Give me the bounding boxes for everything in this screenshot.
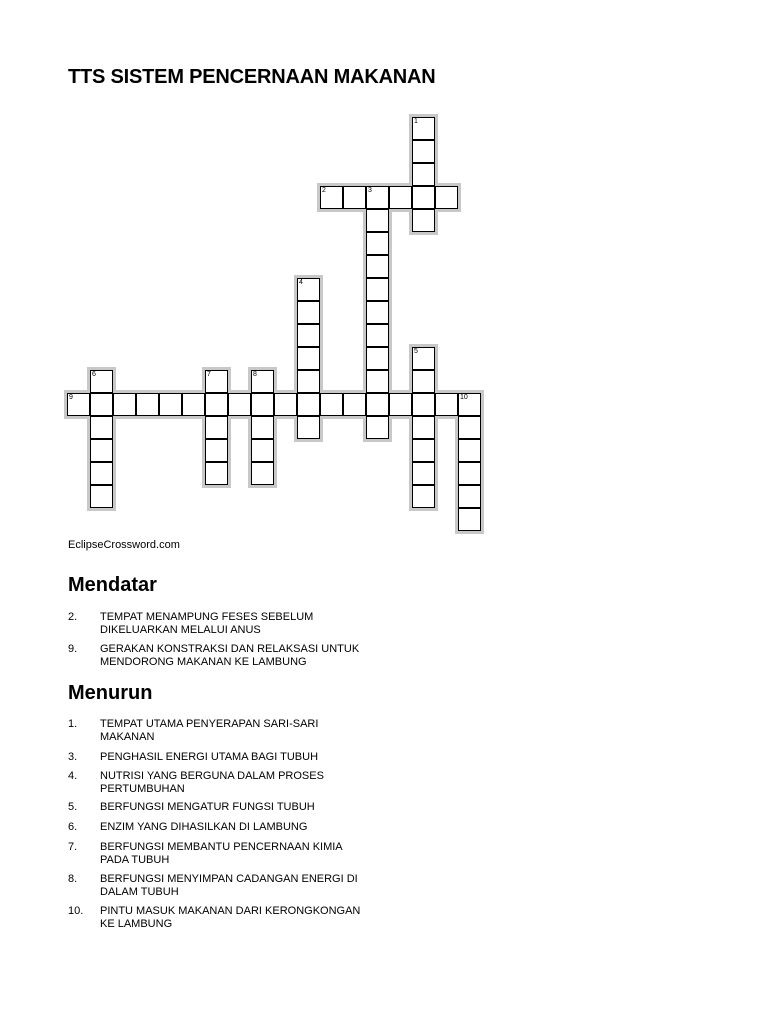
grid-cell[interactable] bbox=[412, 186, 435, 209]
cell-number: 10 bbox=[460, 394, 468, 401]
grid-cell[interactable] bbox=[366, 278, 389, 301]
across-heading: Mendatar bbox=[68, 574, 157, 596]
grid-cell[interactable] bbox=[458, 416, 481, 439]
clue-number: 7. bbox=[68, 841, 78, 853]
grid-cell[interactable] bbox=[90, 416, 113, 439]
cell-number: 2 bbox=[322, 187, 326, 194]
grid-cell[interactable] bbox=[90, 485, 113, 508]
grid-cell[interactable] bbox=[458, 393, 481, 416]
grid-cell[interactable] bbox=[274, 393, 297, 416]
grid-cell[interactable] bbox=[320, 393, 343, 416]
grid-cell[interactable] bbox=[366, 347, 389, 370]
grid-cell[interactable] bbox=[412, 485, 435, 508]
clue-text: TEMPAT MENAMPUNG FESES SEBELUM DIKELUARKAN MELALUI ANUS bbox=[100, 611, 314, 636]
grid-cell[interactable] bbox=[412, 462, 435, 485]
grid-cell[interactable] bbox=[90, 439, 113, 462]
grid-cell[interactable] bbox=[458, 508, 481, 531]
grid-cell[interactable] bbox=[320, 186, 343, 209]
grid-cell[interactable] bbox=[205, 439, 228, 462]
grid-cell[interactable] bbox=[366, 324, 389, 347]
clue-text: TEMPAT UTAMA PENYERAPAN SARI-SARI MAKANAN bbox=[100, 718, 319, 743]
source-credit: EclipseCrossword.com bbox=[68, 539, 180, 551]
grid-cell[interactable] bbox=[366, 209, 389, 232]
grid-cell[interactable] bbox=[228, 393, 251, 416]
grid-cell[interactable] bbox=[435, 186, 458, 209]
grid-cell[interactable] bbox=[412, 370, 435, 393]
clue-number: 9. bbox=[68, 643, 78, 655]
page-title: TTS SISTEM PENCERNAAN MAKANAN bbox=[68, 66, 436, 88]
grid-cell[interactable] bbox=[389, 393, 412, 416]
grid-cell[interactable] bbox=[90, 462, 113, 485]
clue-number: 2. bbox=[68, 611, 78, 623]
grid-cell[interactable] bbox=[412, 209, 435, 232]
clue-text: BERFUNGSI MENGATUR FUNGSI TUBUH bbox=[100, 801, 315, 813]
grid-cell[interactable] bbox=[182, 393, 205, 416]
grid-cell[interactable] bbox=[297, 416, 320, 439]
cell-number: 9 bbox=[69, 394, 73, 401]
clue-number: 3. bbox=[68, 751, 78, 763]
grid-cell[interactable] bbox=[412, 439, 435, 462]
cell-number: 6 bbox=[92, 371, 96, 378]
grid-cell[interactable] bbox=[113, 393, 136, 416]
grid-cell[interactable] bbox=[205, 370, 228, 393]
grid-cell[interactable] bbox=[366, 255, 389, 278]
grid-cell[interactable] bbox=[251, 393, 274, 416]
grid-cell[interactable] bbox=[458, 485, 481, 508]
grid-cell[interactable] bbox=[412, 416, 435, 439]
clue-number: 10. bbox=[68, 905, 84, 917]
grid-cell[interactable] bbox=[366, 186, 389, 209]
clue-number: 6. bbox=[68, 821, 78, 833]
grid-cell[interactable] bbox=[435, 393, 458, 416]
grid-cell[interactable] bbox=[251, 416, 274, 439]
clue-number: 8. bbox=[68, 873, 78, 885]
grid-cell[interactable] bbox=[67, 393, 90, 416]
grid-cell[interactable] bbox=[458, 439, 481, 462]
grid-cell[interactable] bbox=[251, 439, 274, 462]
grid-cell[interactable] bbox=[90, 370, 113, 393]
grid-cell[interactable] bbox=[412, 163, 435, 186]
grid-cell[interactable] bbox=[412, 393, 435, 416]
cell-number: 8 bbox=[253, 371, 257, 378]
grid-cell[interactable] bbox=[297, 347, 320, 370]
grid-cell[interactable] bbox=[297, 393, 320, 416]
grid-cell[interactable] bbox=[366, 393, 389, 416]
down-heading: Menurun bbox=[68, 682, 153, 704]
clue-number: 5. bbox=[68, 801, 78, 813]
grid-cell[interactable] bbox=[297, 370, 320, 393]
grid-cell[interactable] bbox=[90, 393, 113, 416]
grid-cell[interactable] bbox=[412, 140, 435, 163]
clue-number: 4. bbox=[68, 770, 78, 782]
cell-number: 1 bbox=[414, 118, 418, 125]
cell-number: 7 bbox=[207, 371, 211, 378]
grid-cell[interactable] bbox=[159, 393, 182, 416]
grid-cell[interactable] bbox=[205, 462, 228, 485]
cell-number: 3 bbox=[368, 187, 372, 194]
grid-cell[interactable] bbox=[251, 462, 274, 485]
clue-text: GERAKAN KONSTRAKSI DAN RELAKSASI UNTUK MENDORONG MAKANAN KE LAMBUNG bbox=[100, 643, 360, 668]
grid-cell[interactable] bbox=[251, 370, 274, 393]
grid-cell[interactable] bbox=[366, 232, 389, 255]
clue-text: BERFUNGSI MENYIMPAN CADANGAN ENERGI DI DALAM TUBUH bbox=[100, 873, 358, 898]
grid-cell[interactable] bbox=[343, 393, 366, 416]
grid-cell[interactable] bbox=[136, 393, 159, 416]
clue-text: PINTU MASUK MAKANAN DARI KERONGKONGAN KE LAMBUNG bbox=[100, 905, 361, 930]
grid-cell[interactable] bbox=[412, 117, 435, 140]
grid-cell[interactable] bbox=[458, 462, 481, 485]
clue-text: PENGHASIL ENERGI UTAMA BAGI TUBUH bbox=[100, 751, 319, 763]
clue-text: ENZIM YANG DIHASILKAN DI LAMBUNG bbox=[100, 821, 308, 833]
grid-cell[interactable] bbox=[366, 301, 389, 324]
grid-cell[interactable] bbox=[297, 278, 320, 301]
cell-number: 4 bbox=[299, 279, 303, 286]
grid-cell[interactable] bbox=[205, 393, 228, 416]
clue-number: 1. bbox=[68, 718, 78, 730]
grid-cell[interactable] bbox=[205, 416, 228, 439]
clue-text: BERFUNGSI MEMBANTU PENCERNAAN KIMIA PADA TUBUH bbox=[100, 841, 343, 866]
grid-cell[interactable] bbox=[343, 186, 366, 209]
clue-text: NUTRISI YANG BERGUNA DALAM PROSES PERTUMBUHAN bbox=[100, 770, 324, 795]
grid-cell[interactable] bbox=[297, 324, 320, 347]
grid-cell[interactable] bbox=[366, 416, 389, 439]
cell-number: 5 bbox=[414, 348, 418, 355]
grid-cell[interactable] bbox=[297, 301, 320, 324]
grid-cell[interactable] bbox=[389, 186, 412, 209]
grid-cell[interactable] bbox=[366, 370, 389, 393]
grid-cell[interactable] bbox=[412, 347, 435, 370]
